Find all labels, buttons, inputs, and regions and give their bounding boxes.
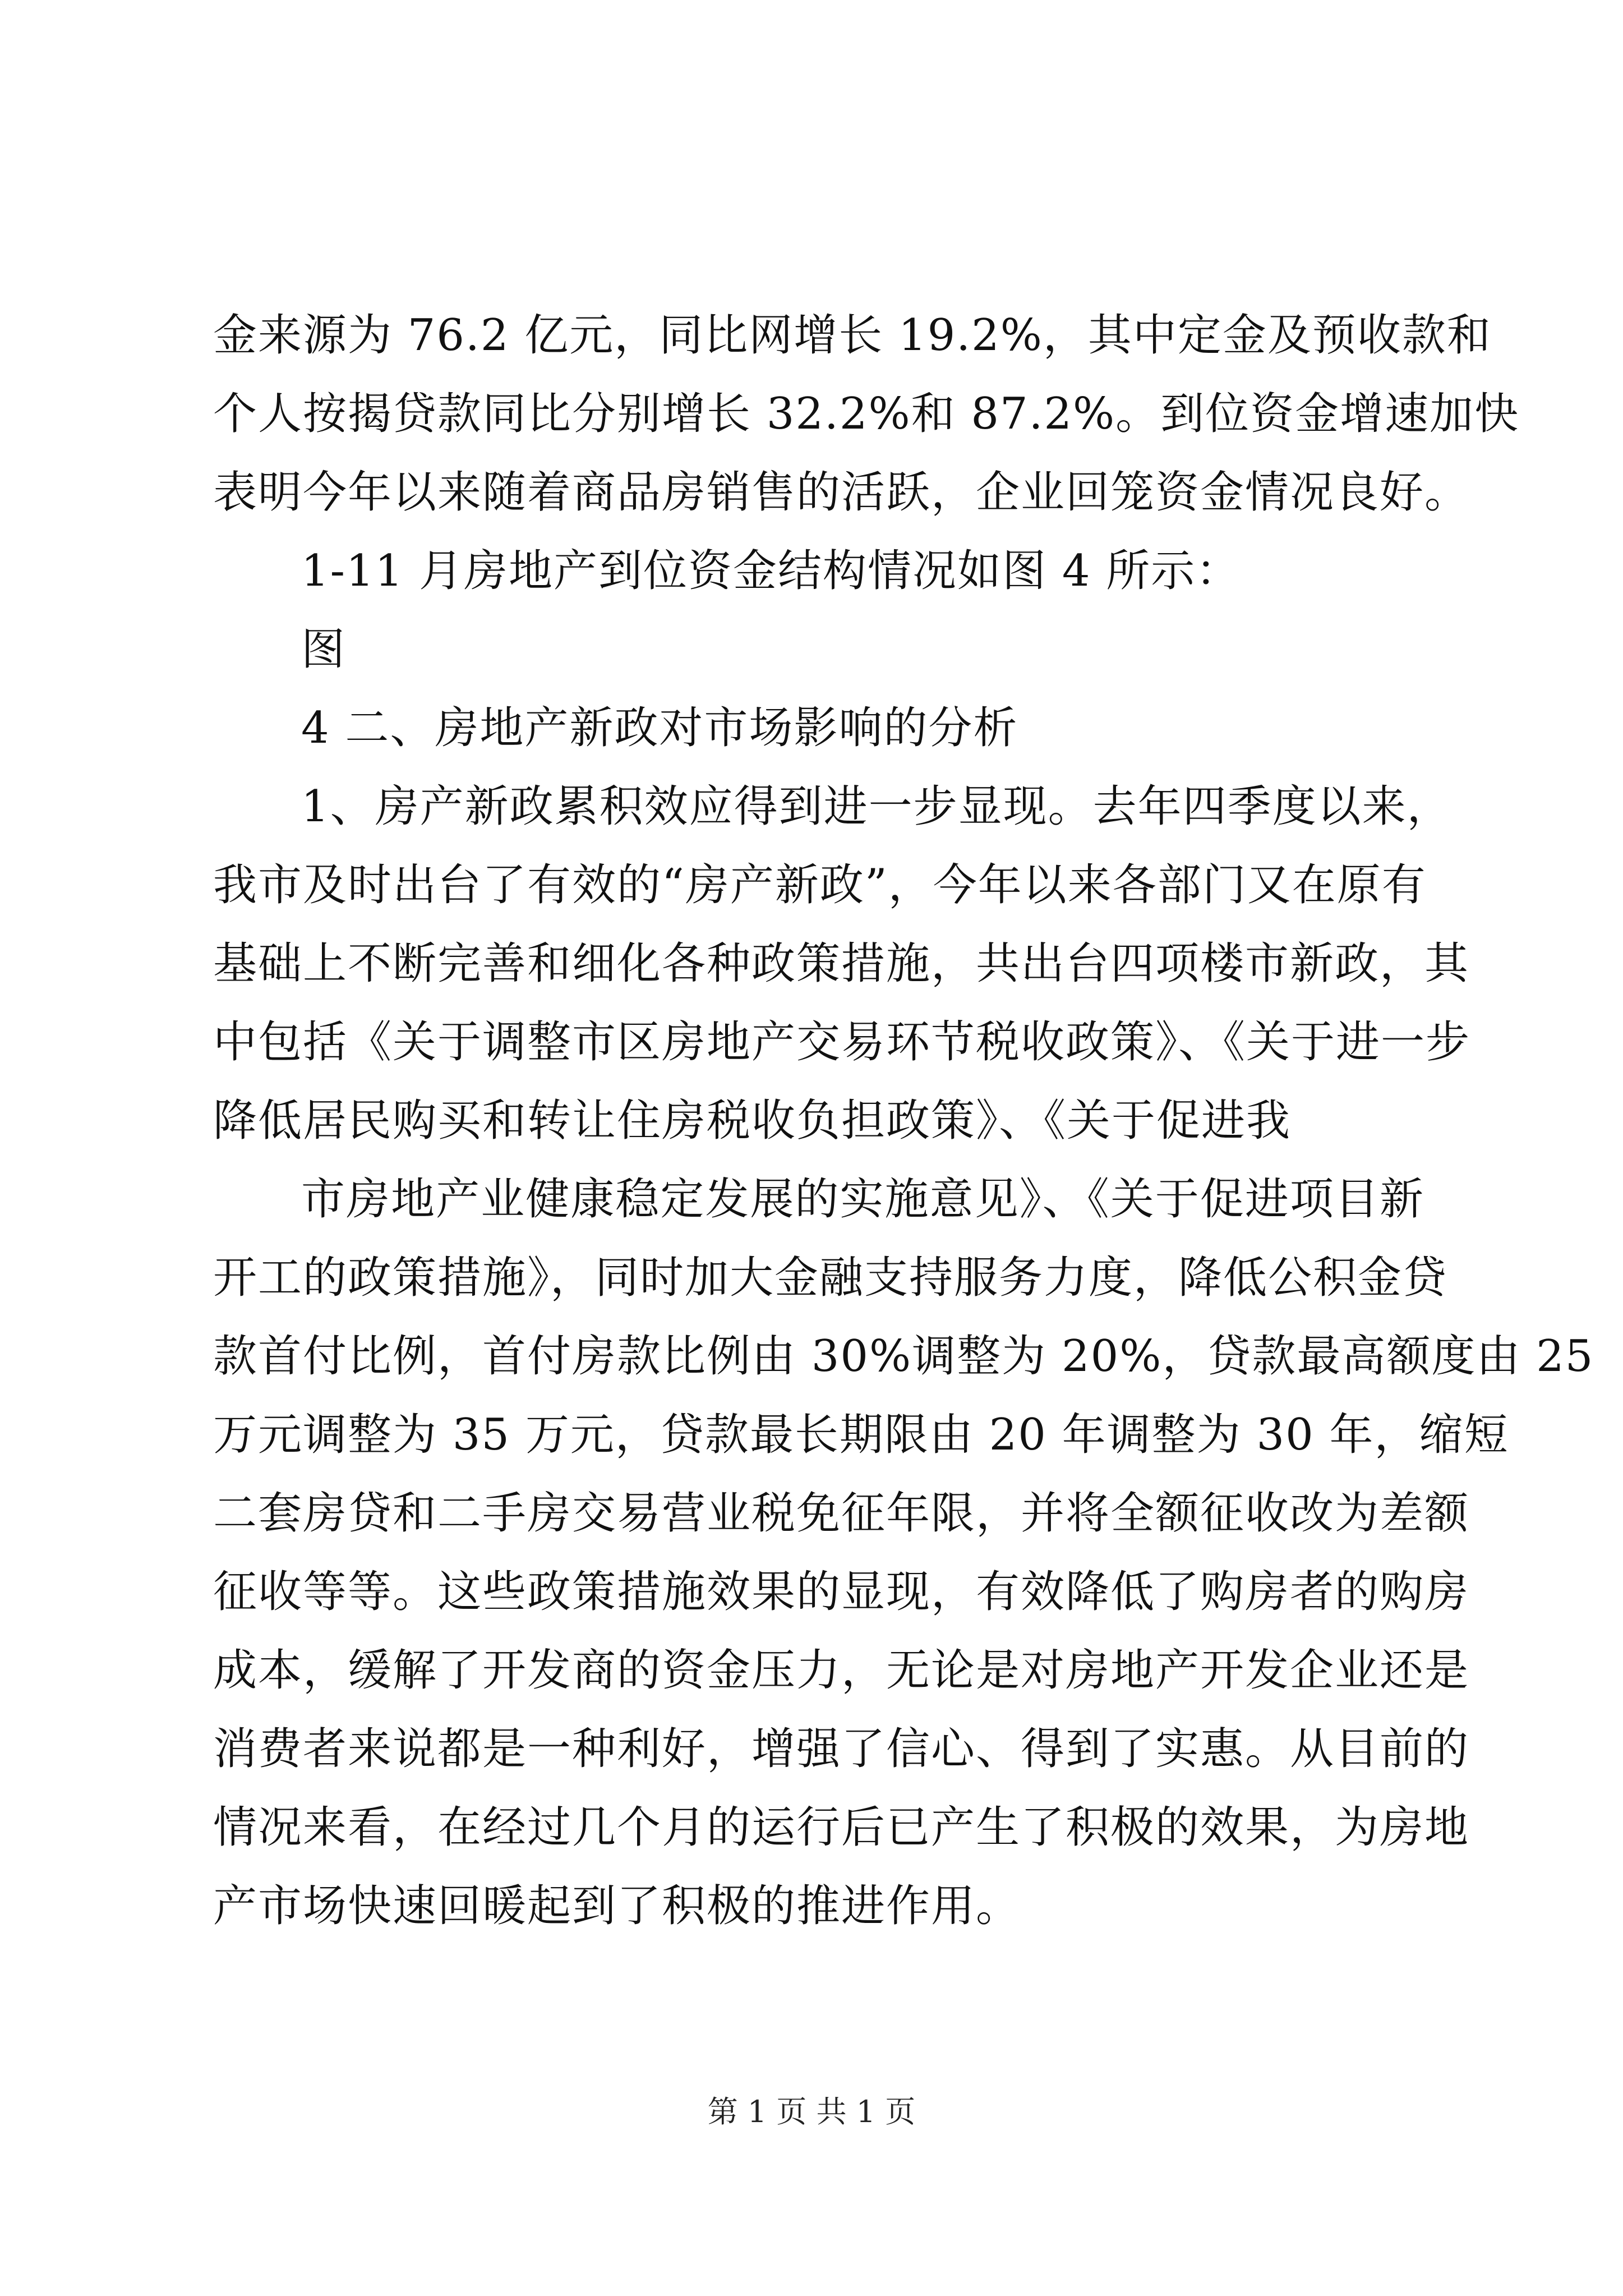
- paragraph-line: 款首付比例，首付房款比例由 30%调整为 20%，贷款最高额度由 25: [213, 1331, 1594, 1382]
- paragraph-line: 1-11 月房地产到位资金结构情况如图 4 所示：: [301, 546, 1241, 596]
- paragraph-line: 基础上不断完善和细化各种政策措施，共出台四项楼市新政，其: [213, 938, 1470, 989]
- paragraph-line: 图: [301, 624, 347, 675]
- paragraph-line: 金来源为 76.2 亿元，同比网增长 19.2%，其中定金及预收款和: [213, 310, 1492, 361]
- paragraph-line: 开工的政策措施》，同时加大金融支持服务力度，降低公积金贷: [213, 1253, 1448, 1303]
- paragraph-line: 产市场快速回暖起到了积极的推进作用。: [213, 1881, 1021, 1931]
- page-footer: 第 1 页 共 1 页: [707, 2094, 916, 2129]
- paragraph-line: 1、房产新政累积效应得到进一步显现。去年四季度以来，: [301, 781, 1452, 832]
- paragraph-line: 表明今年以来随着商品房销售的活跃，企业回笼资金情况良好。: [213, 467, 1470, 518]
- paragraph-line: 中包括《关于调整市区房地产交易环节税收政策》、《关于进一步: [213, 1017, 1471, 1068]
- paragraph-line: 消费者来说都是一种利好，增强了信心、得到了实惠。从目前的: [213, 1724, 1470, 1774]
- paragraph-line: 万元调整为 35 万元，贷款最长期限由 20 年调整为 30 年，缩短: [213, 1410, 1509, 1460]
- paragraph-line: 市房地产业健康稳定发展的实施意见》、《关于促进项目新: [301, 1174, 1424, 1225]
- paragraph-line: 降低居民购买和转让住房税收负担政策》、《关于促进我: [213, 1096, 1292, 1146]
- paragraph-line: 情况来看，在经过几个月的运行后已产生了积极的效果，为房地: [213, 1802, 1470, 1853]
- paragraph-line: 征收等等。这些政策措施效果的显现，有效降低了购房者的购房: [213, 1567, 1470, 1617]
- paragraph-line: 个人按揭贷款同比分别增长 32.2%和 87.2%。到位资金增速加快: [213, 389, 1520, 439]
- paragraph-line: 我市及时出台了有效的“房产新政”，今年以来各部门又在原有: [213, 860, 1427, 910]
- paragraph-line: 成本，缓解了开发商的资金压力，无论是对房地产开发企业还是: [213, 1645, 1470, 1696]
- paragraph-line: 二套房贷和二手房交易营业税免征年限，并将全额征收改为差额: [213, 1488, 1470, 1539]
- section-heading: 4 二、房地产新政对市场影响的分析: [301, 703, 1018, 753]
